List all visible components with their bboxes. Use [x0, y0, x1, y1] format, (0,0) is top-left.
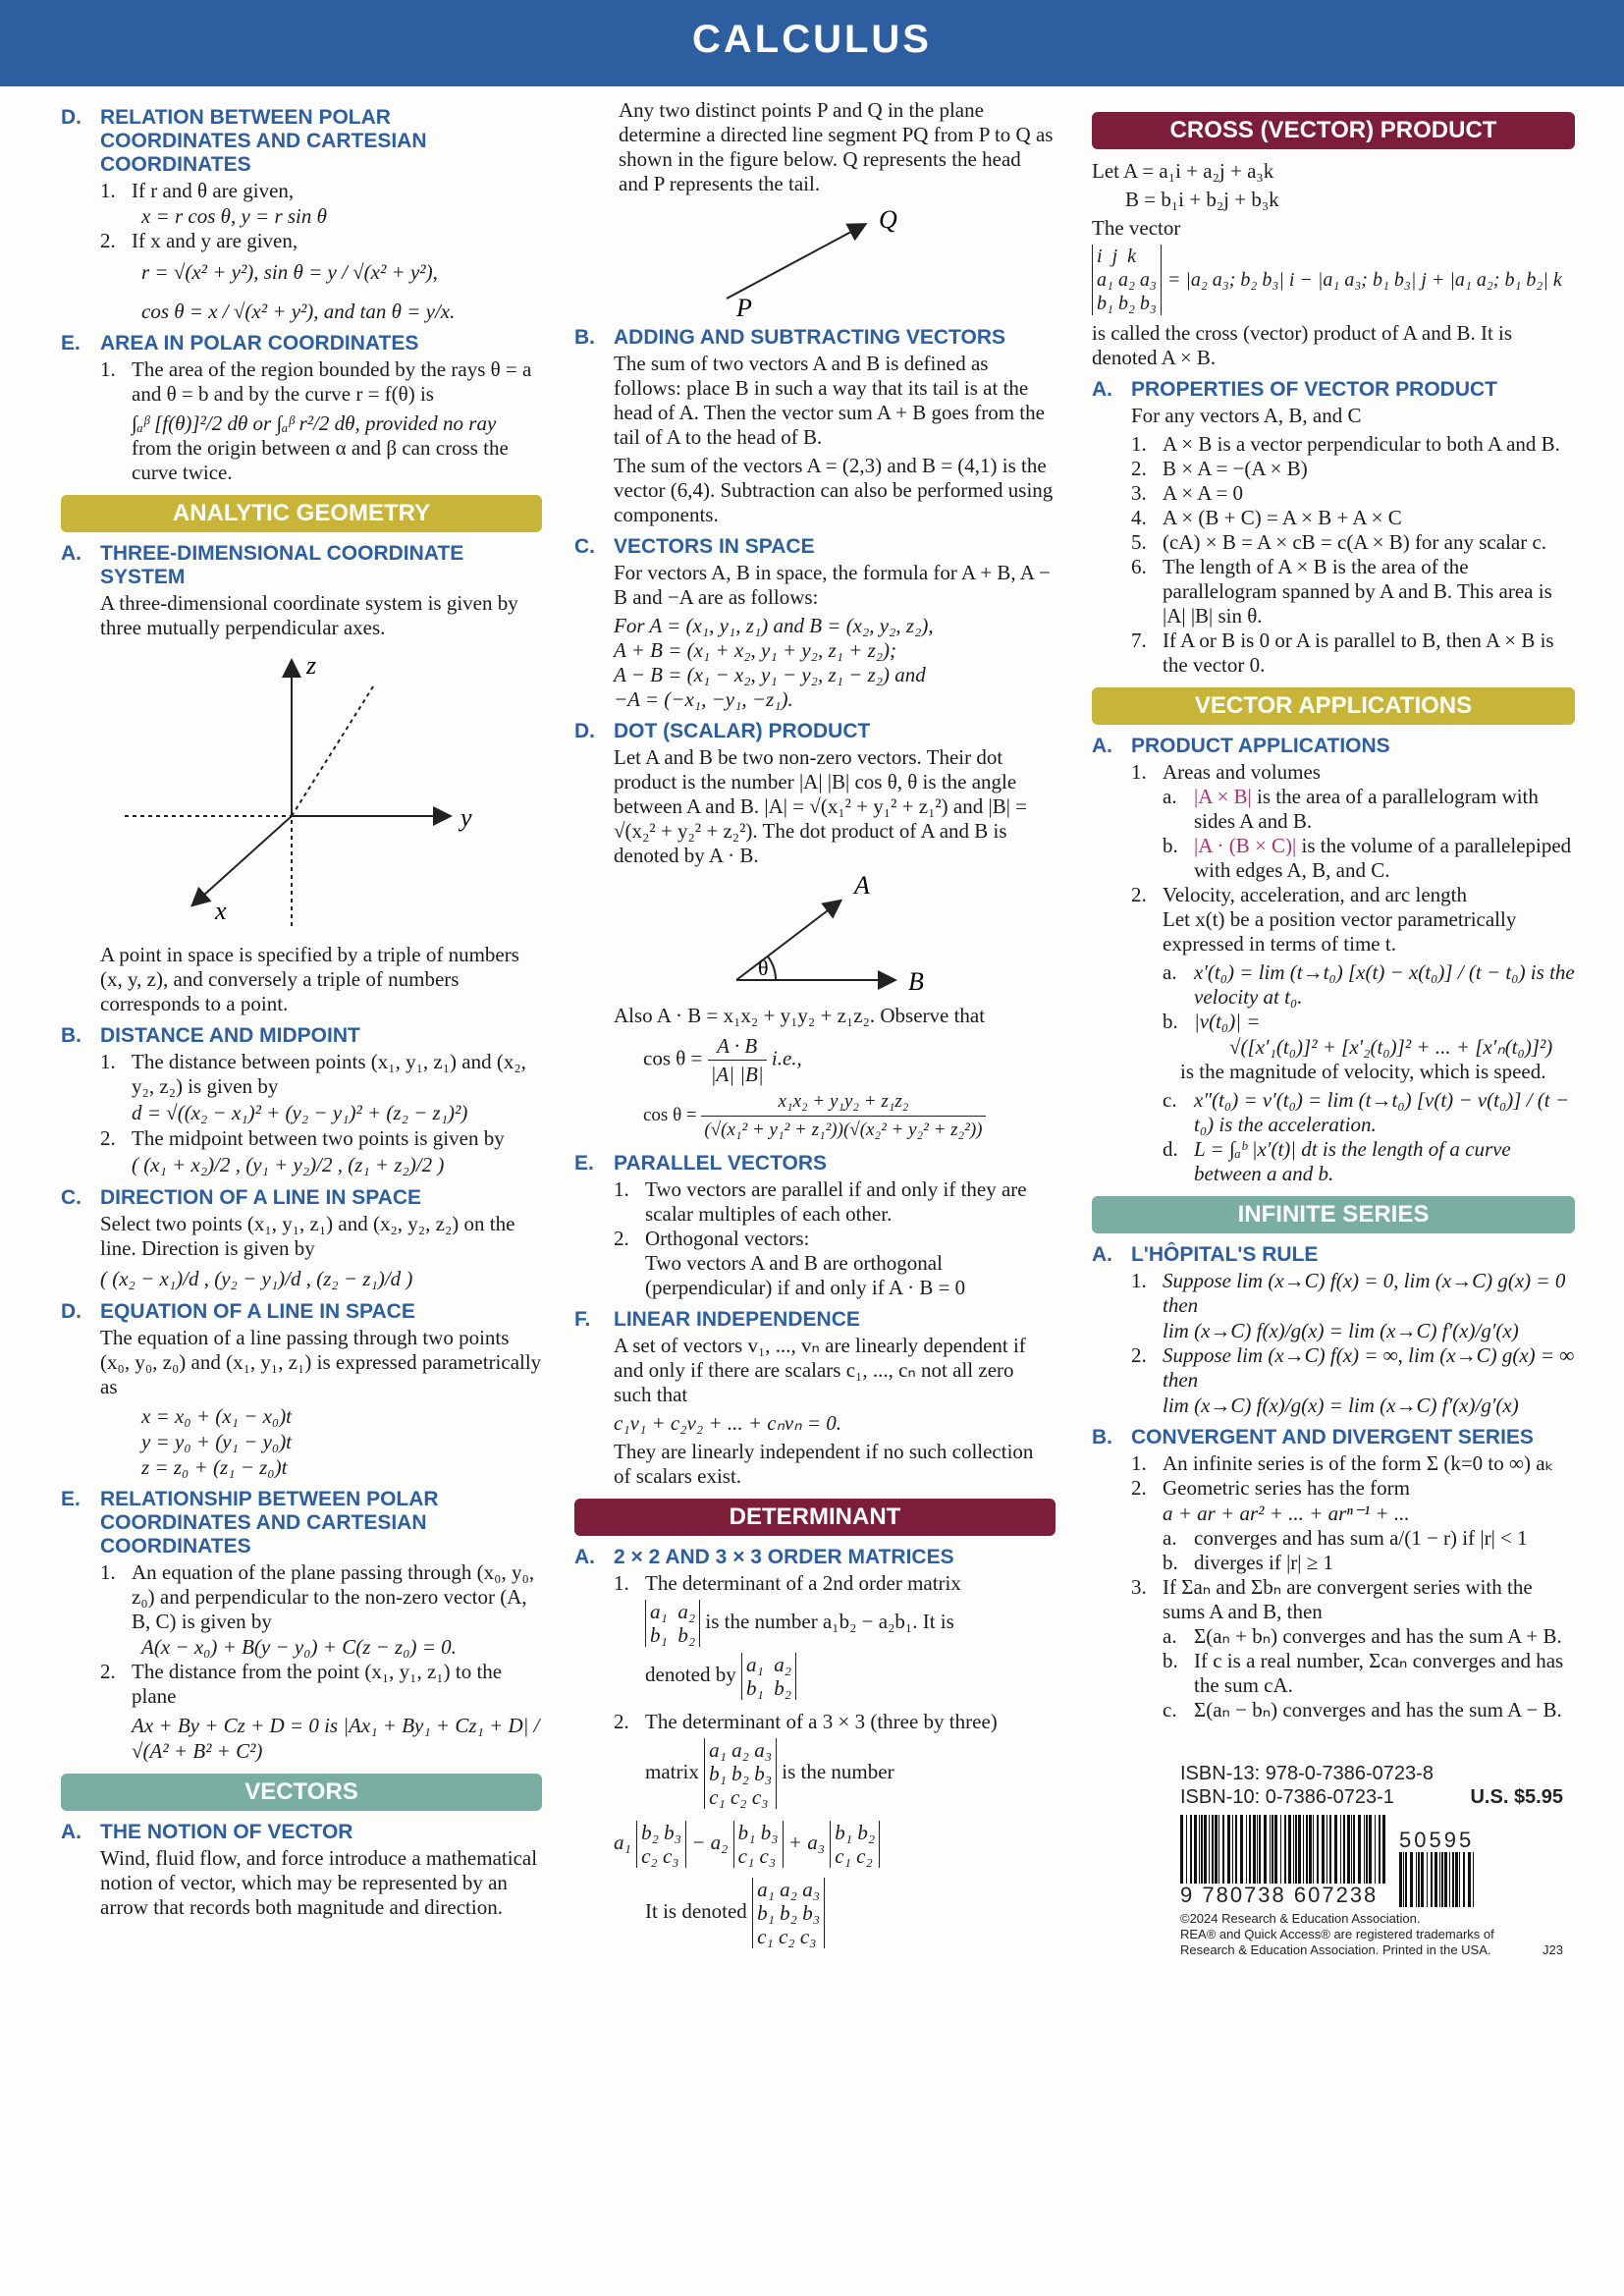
- cross-matrix: i j k a₁ a₂ a₃ b₁ b₂ b₃: [1092, 245, 1162, 315]
- list-item: a. converges and has sum a/(1 − r) if |r| < 1: [1163, 1526, 1528, 1550]
- barcode-main: [1180, 1815, 1387, 1884]
- equation: Ax + By + Cz + D = 0 is |Ax₁ + By₁ + Cz₁ + D| / √(A² + B² + C²): [132, 1714, 540, 1763]
- list-item: c. Σ(aₙ − bₙ) converges and has the sum A − B.: [1163, 1698, 1562, 1722]
- list-item: 2. Suppose lim (x→C) f(x) = ∞, lim (x→C) g(x) = ∞ then: [1131, 1343, 1575, 1392]
- vector-b-label: B: [908, 967, 924, 996]
- paragraph: They are linearly independent if no such collection of scalars exist.: [614, 1440, 1034, 1488]
- list-item: 2. Velocity, acceleration, and arc length: [1131, 883, 1467, 906]
- list-item: Two vectors A and B are orthogonal (perpendicular) if and only if A · B = 0: [645, 1251, 966, 1299]
- paragraph: For vectors A, B in space, the formula for A + B, A − B and −A are as follows:: [614, 561, 1051, 609]
- vector-pq-diagram: [668, 200, 962, 318]
- list-item: c. x″(t₀) = v′(t₀) = lim (t→t₀) [v(t) − v(t₀)] / (t − t₀) is the acceleration.: [1163, 1088, 1570, 1136]
- section-banner-vector-applications: VECTOR APPLICATIONS: [1092, 687, 1575, 725]
- list-item: 1. The area of the region bounded by the rays θ = a and θ = b and by the curve r = f(θ) is: [100, 357, 532, 406]
- list-item: 3. If Σaₙ and Σbₙ are convergent series with the sums A and B, then: [1131, 1575, 1533, 1623]
- list-item: 1. If r and θ are given,: [100, 179, 295, 202]
- section-banner-cross-product: CROSS (VECTOR) PRODUCT: [1092, 112, 1575, 149]
- paragraph: The equation of a line passing through two points (x₀, y₀, z₀) and (x₁, y₁, z₁) is expressed parametrically as: [100, 1326, 542, 1398]
- copyright: ©2024 Research & Education Association. REA® and Quick Access® are registered trademarks of Research & Education Association. Printed in the USA. J23: [1180, 1911, 1563, 1957]
- list-item: a. Σ(aₙ + bₙ) converges and has the sum A + B.: [1163, 1624, 1562, 1648]
- matrix-3x3: a₁ a₂ a₃ b₁ b₂ b₃ c₁ c₂ c₃: [704, 1738, 777, 1809]
- dot-product-angle-diagram: [668, 872, 962, 1000]
- paragraph: Let A and B be two non-zero vectors. Their dot product is the number |A| |B| cos θ, θ is the angle between A and B. |A| = √(x₁² + y₁² + z₁²) and |B| = √(x₂² + y₂² + z₂²). The dot product of A and B is denoted by A · B.: [614, 745, 1028, 867]
- list-item: from the origin between α and β can cross the curve twice.: [132, 436, 509, 484]
- top-banner: [0, 0, 1624, 86]
- section-heading: C. DIRECTION OF A LINE IN SPACE: [61, 1186, 422, 1209]
- matrix-3x3-row: matrix a₁ a₂ a₃ b₁ b₂ b₃ c₁ c₂ c₃ is the number: [645, 1738, 894, 1809]
- list-item: 2. The determinant of a 3 × 3 (three by three): [614, 1710, 998, 1733]
- list-item: 1. An equation of the plane passing through (x₀, y₀, z₀) and perpendicular to the non-zero vector (A, B, C) is given by: [100, 1560, 535, 1633]
- denoted-3x3-row: It is denoted a₁ a₂ a₃ b₁ b₂ b₃ c₁ c₂ c₃: [645, 1878, 1056, 1948]
- paragraph: Select two points (x₁, y₁, z₁) and (x₂, y₂, z₂) on the line. Direction is given by: [100, 1212, 515, 1260]
- equation: a + ar + ar² + ... + arⁿ⁻¹ + ...: [1163, 1502, 1410, 1525]
- equation: A(x − x₀) + B(y − y₀) + C(z − z₀) = 0.: [141, 1635, 457, 1659]
- list-item: b. If c is a real number, Σcaₙ converges and has the sum cA.: [1163, 1649, 1564, 1697]
- section-heading: E. RELATIONSHIP BETWEEN POLAR COORDINATES AND CARTESIAN COORDINATES: [61, 1488, 439, 1558]
- matrix-2x2: a₁ a₂ b₁ b₂: [645, 1600, 700, 1647]
- paragraph: The sum of the vectors A = (2,3) and B = (4,1) is the vector (6,4). Subtraction can also be performed using components.: [614, 454, 1054, 526]
- barcode-row: [1180, 1815, 1563, 1907]
- equation-speed: √([x′₁(t₀)]² + [x′₂(t₀)]² + ... + [x′ₙ(t₀)]²): [1229, 1035, 1553, 1059]
- list-item: b. |v(t₀)| =: [1163, 1010, 1261, 1033]
- equation: lim (x→C) f(x)/g(x) = lim (x→C) f′(x)/g′(x): [1163, 1319, 1519, 1342]
- price-code: 50595: [1399, 1828, 1475, 1852]
- paragraph: A set of vectors v₁, ..., vₙ are linearly dependent if and only if there are scalars c₁, ..., cₙ not all zero such that: [614, 1334, 1026, 1406]
- vector-pq-arrow: [727, 225, 864, 299]
- property-item: 5. (cA) × B = A × cB = c(A × B) for any scalar c.: [1131, 530, 1547, 554]
- list-item: 1. The determinant of a 2nd order matrix: [614, 1571, 961, 1595]
- point-p-label: P: [736, 294, 752, 318]
- axis-label-z: z: [306, 651, 317, 680]
- equation-cos-theta: cos θ = $\frac{A \cdot B}{|A| |B|}$ i.e.,: [643, 1034, 802, 1086]
- list-item: b. diverges if |r| ≥ 1: [1163, 1551, 1334, 1574]
- axis-label-x: x: [215, 897, 227, 925]
- equation-cos-theta-expanded: cos θ = $\frac{\text{x₁x₂ + y₁y₂ + z₁z₂}}{\text{(√(x₁² + y₁² + z₁²))(√(x₂² + y₂² + z₂²))}}$: [643, 1088, 1056, 1144]
- list-item: 1. Areas and volumes: [1131, 760, 1321, 784]
- list-item: 1. An infinite series is of the form Σ (k=0 to ∞) aₖ: [1131, 1451, 1554, 1475]
- equation: z = z₀ + (z₁ − z₀)t: [141, 1455, 288, 1479]
- barcode-addon: [1399, 1852, 1476, 1907]
- list-item: d. L = ∫ₐᵇ |x′(t)| dt is the length of a curve between a and b.: [1163, 1137, 1511, 1185]
- list-item: a. |A × B| is the area of a parallelogram with sides A and B.: [1163, 785, 1539, 833]
- section-heading: A. THREE-DIMENSIONAL COORDINATE SYSTEM: [61, 542, 464, 588]
- vector-a-arrow: [736, 902, 839, 980]
- section-heading: E. PARALLEL VECTORS: [574, 1152, 828, 1175]
- equation: ∫ₐᵝ [f(θ)]²/2 dθ or ∫ₐᵝ r²/2 dθ, provided no ray: [132, 411, 497, 435]
- equation: y = y₀ + (y₁ − y₀)t: [141, 1430, 293, 1453]
- isbn-13: ISBN-13: 978-0-7386-0723-8: [1180, 1763, 1434, 1784]
- section-heading: E. AREA IN POLAR COORDINATES: [61, 332, 419, 355]
- equation: ( (x₂ − x₁)/d , (y₂ − y₁)/d , (z₂ − z₁)/d ): [100, 1267, 413, 1290]
- property-item: 3. A × A = 0: [1131, 481, 1244, 505]
- section-heading: B. DISTANCE AND MIDPOINT: [61, 1024, 360, 1047]
- 3d-axes-diagram: [95, 644, 508, 939]
- isbn-block: [1180, 1762, 1563, 1958]
- isbn-10: ISBN-10: 0-7386-0723-1: [1180, 1786, 1394, 1808]
- x-axis: [193, 816, 292, 904]
- equation: x = r cos θ, y = r sin θ: [141, 204, 327, 228]
- equation: x = x₀ + (x₁ − x₀)t: [141, 1404, 293, 1428]
- column-middle: [574, 98, 1056, 2296]
- axis-label-y: y: [460, 803, 472, 832]
- equation: −A = (−x₁, −y₁, −z₁).: [614, 687, 793, 711]
- section-banner-analytic-geometry: ANALYTIC GEOMETRY: [61, 495, 542, 532]
- theta-label: θ: [758, 956, 769, 980]
- equation: ( (x₁ + x₂)/2 , (y₁ + y₂)/2 , (z₁ + z₂)/2 ): [132, 1153, 445, 1176]
- equation: r = √(x² + y²), sin θ = y / √(x² + y²),: [141, 260, 438, 284]
- section-heading: D. DOT (SCALAR) PRODUCT: [574, 720, 871, 742]
- list-item: 1. The distance between points (x₁, y₁, z₁) and (x₂, y₂, z₂) is given by: [100, 1050, 526, 1098]
- list-item: a. x′(t₀) = lim (t→t₀) [x(t) − x(t₀)] / (t − t₀) is the velocity at t₀.: [1163, 960, 1575, 1009]
- paragraph: Let A = a₁i + a₂j + a₃k: [1092, 159, 1274, 183]
- cross-product-determinant: i j k a₁ a₂ a₃ b₁ b₂ b₃ = |a₂ a₃; b₂ b₃| i − |a₁ a₃; b₁ b₃| j + |a₁ a₂; b₁ b₂| k: [1092, 245, 1575, 315]
- equation: A + B = (x₁ + x₂, y₁ + y₂, z₁ + z₂);: [614, 638, 897, 662]
- paragraph: A three-dimensional coordinate system is given by three mutually perpendicular axes.: [100, 591, 518, 639]
- point-q-label: Q: [879, 205, 897, 234]
- x-axis-neg: [292, 683, 375, 816]
- paragraph: is called the cross (vector) product of A and B. It is denoted A × B.: [1092, 321, 1513, 369]
- paragraph: For any vectors A, B, and C: [1131, 404, 1362, 427]
- section-heading: A. PROPERTIES OF VECTOR PRODUCT: [1092, 378, 1497, 401]
- cofactor-expansion: a₁ b₂ b₃ c₂ c₃ − a₂ b₁ b₃ c₁ c₃ + a₃ b₁ b₂ c₁ c₂: [614, 1821, 1056, 1868]
- paragraph: The vector: [1092, 216, 1181, 240]
- properties-list: [1092, 432, 1575, 678]
- property-item: 7. If A or B is 0 or A is parallel to B, then A × B is the vector 0.: [1131, 629, 1554, 677]
- list-item: 2. Orthogonal vectors:: [614, 1227, 810, 1250]
- section-banner-determinant: DETERMINANT: [574, 1499, 1056, 1536]
- column-left: [61, 98, 542, 2296]
- section-heading: A. PRODUCT APPLICATIONS: [1092, 735, 1390, 757]
- denoted-row: denoted by a₁ a₂ b₁ b₂: [645, 1653, 1056, 1700]
- section-heading: A. THE NOTION OF VECTOR: [61, 1821, 353, 1843]
- list-item: 1. Two vectors are parallel if and only if they are scalar multiples of each other.: [614, 1177, 1027, 1226]
- section-heading: A. L'HÔPITAL'S RULE: [1092, 1243, 1319, 1266]
- determinant-2x2: a₁ a₂ b₁ b₂: [741, 1653, 796, 1700]
- paragraph: B = b₁i + b₂j + b₃k: [1125, 188, 1279, 211]
- list-item: 2. The midpoint between two points is given by: [100, 1126, 505, 1150]
- section-heading: D. EQUATION OF A LINE IN SPACE: [61, 1300, 415, 1323]
- equation: For A = (x₁, y₁, z₁) and B = (x₂, y₂, z₂),: [614, 614, 934, 637]
- paragraph: A point in space is specified by a triple of numbers (x, y, z), and conversely a triple of numbers corresponds to a point.: [100, 943, 519, 1015]
- list-item: b. |A · (B × C)| is the volume of a parallelepiped with edges A, B, and C.: [1163, 834, 1572, 882]
- property-item: 2. B × A = −(A × B): [1131, 457, 1308, 480]
- property-item: 4. A × (B + C) = A × B + A × C: [1131, 506, 1402, 529]
- paragraph: Also A · B = x₁x₂ + y₁y₂ + z₁z₂. Observe that: [614, 1004, 986, 1027]
- isbn-10-row: [1180, 1785, 1563, 1809]
- section-banner-infinite-series: INFINITE SERIES: [1092, 1196, 1575, 1233]
- section-heading: A. 2 × 2 AND 3 × 3 ORDER MATRICES: [574, 1546, 954, 1568]
- paragraph: The sum of two vectors A and B is defined as follows: place B in such a way that its tail is at the head of A. Then the vector sum A + B goes from the tail of A to the head of B.: [614, 352, 1045, 449]
- list-item: 1. Suppose lim (x→C) f(x) = 0, lim (x→C) g(x) = 0 then: [1131, 1269, 1566, 1317]
- section-banner-vectors: VECTORS: [61, 1774, 542, 1811]
- section-heading: C. VECTORS IN SPACE: [574, 535, 815, 558]
- section-heading: B. ADDING AND SUBTRACTING VECTORS: [574, 326, 1006, 349]
- equation: A − B = (x₁ − x₂, y₁ − y₂, z₁ − z₂) and: [614, 663, 926, 686]
- matrix-2x2-row: a₁ a₂ b₁ b₂ is the number a₁b₂ − a₂b₁. It is: [645, 1600, 1056, 1647]
- price: U.S. $5.95: [1470, 1786, 1563, 1808]
- paragraph: Wind, fluid flow, and force introduce a mathematical notion of vector, which may be represented by an arrow that records both magnitude and direction.: [100, 1846, 538, 1919]
- equation: lim (x→C) f(x)/g(x) = lim (x→C) f′(x)/g′(x): [1163, 1394, 1519, 1417]
- section-heading: D. RELATION BETWEEN POLAR COORDINATES AND CARTESIAN COORDINATES: [61, 106, 427, 176]
- paragraph: Any two distinct points P and Q in the plane determine a directed line segment PQ from P to Q as shown in the figure below. Q represents the head and P represents the tail.: [619, 98, 1054, 195]
- property-item: 6. The length of A × B is the area of the parallelogram spanned by A and B. This area is |A| |B| sin θ.: [1131, 555, 1552, 628]
- list-item: 2. The distance from the point (x₁, y₁, z₁) to the plane: [100, 1660, 503, 1708]
- page-title: CALCULUS: [692, 18, 932, 61]
- property-item: 1. A × B is a vector perpendicular to both A and B.: [1131, 432, 1560, 456]
- barcode-number: 9 780738 607238: [1180, 1883, 1379, 1907]
- list-item: 2. If x and y are given,: [100, 229, 298, 252]
- equation: cos θ = x / √(x² + y²), and tan θ = y/x.: [141, 300, 456, 323]
- paragraph: Let x(t) be a position vector parametrically expressed in terms of time t.: [1163, 907, 1517, 956]
- determinant-3x3: a₁ a₂ a₃ b₁ b₂ b₃ c₁ c₂ c₃: [752, 1878, 825, 1948]
- column-right: [1092, 98, 1575, 2296]
- equation: c₁v₁ + c₂v₂ + ... + cₙvₙ = 0.: [614, 1411, 842, 1435]
- angle-arc: [768, 957, 776, 980]
- vector-a-label: A: [854, 872, 870, 900]
- equation: d = √((x₂ − x₁)² + (y₂ − y₁)² + (z₂ − z₁)²): [132, 1101, 468, 1124]
- section-heading: B. CONVERGENT AND DIVERGENT SERIES: [1092, 1426, 1534, 1449]
- list-item: 2. Geometric series has the form: [1131, 1476, 1410, 1500]
- paragraph: is the magnitude of velocity, which is speed.: [1180, 1060, 1546, 1083]
- section-heading: F. LINEAR INDEPENDENCE: [574, 1308, 860, 1331]
